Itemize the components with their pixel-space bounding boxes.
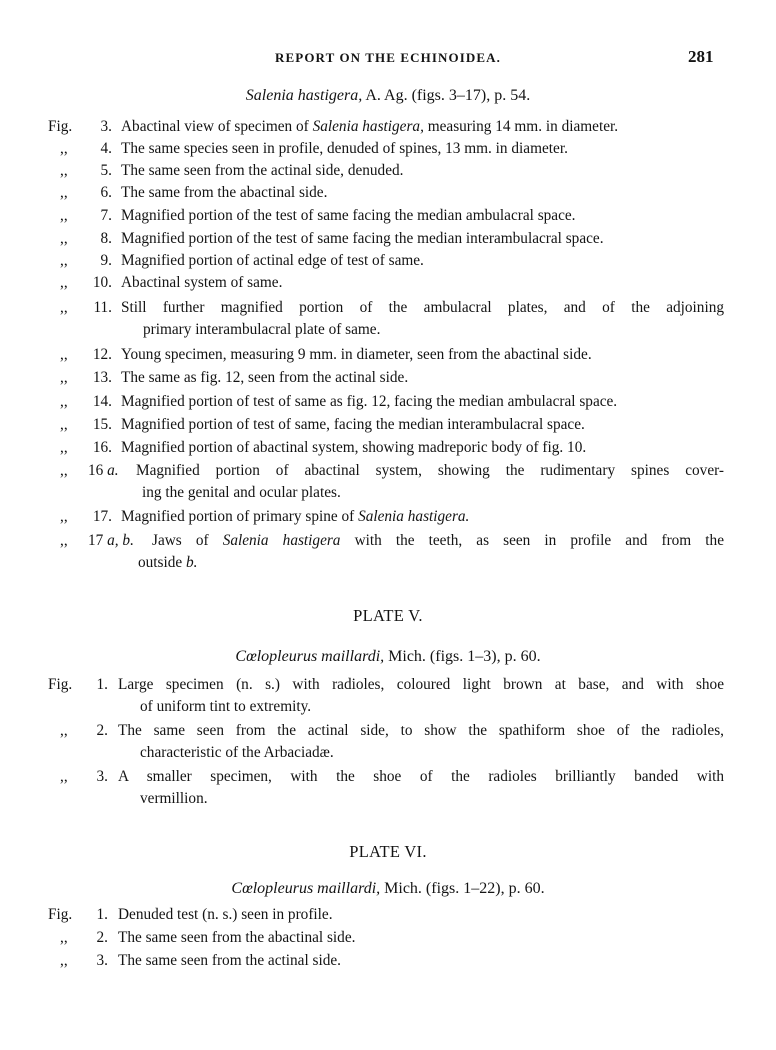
entry-text: Magnified portion of test of same, facing the median interambulacral space. [121, 416, 585, 433]
ditto-mark: ,, [60, 252, 68, 269]
figure-entry-5 [0, 160, 776, 182]
ditto-mark: ,, [60, 346, 68, 363]
plate-v-entry-2 [0, 720, 776, 764]
ditto-mark: ,, [60, 929, 68, 946]
ditto-mark: ,, [60, 952, 68, 969]
entry-text: Young specimen, measuring 9 mm. in diameter, seen from the abactinal side. [121, 346, 592, 363]
ditto-mark: ,, [60, 462, 68, 479]
entry-line-2: of uniform tint to extremity. [140, 698, 312, 715]
entry-text [118, 674, 724, 718]
text-part: Jaws of [152, 532, 223, 549]
plate-vi-entry-1 [0, 904, 776, 926]
ditto-mark: ,, [60, 532, 68, 549]
species-name: Salenia hastigera [222, 532, 341, 549]
entry-number: 1. [96, 906, 108, 923]
text-part: outside [138, 554, 187, 571]
entry-text: Magnified portion of the test of same facing the median interambulacral space. [121, 230, 604, 247]
entry-number [88, 460, 119, 482]
entry-line-1: The same seen from the actinal side, to show the spathiform shoe of the radioles, [118, 722, 724, 739]
entry-number [88, 530, 134, 552]
ditto-mark: ,, [60, 416, 68, 433]
entry-number: 3. [96, 952, 108, 969]
entry-number-suffix: a. [107, 462, 119, 479]
entry-text [136, 460, 724, 504]
entry-line-2 [138, 552, 724, 574]
entry-number: 10. [92, 274, 112, 291]
caption-rest: A. Ag. (figs. 3–17), p. 54. [362, 87, 531, 104]
entry-prefix: Fig. [48, 118, 73, 135]
ditto-mark: ,, [60, 768, 68, 785]
entry-prefix: Fig. [48, 906, 73, 923]
figure-entry-17ab [0, 530, 776, 574]
figure-entry-16 [0, 437, 776, 459]
entry-line-2: ing the genital and ocular plates. [142, 484, 341, 501]
figure-entry-7 [0, 205, 776, 227]
figure-entry-17 [0, 506, 776, 528]
page-number: 281 [688, 47, 714, 66]
species-name: Cœlopleurus maillardi, [235, 648, 385, 665]
species-name: Cœlopleurus maillardi, [231, 880, 381, 897]
caption-rest: Mich. (figs. 1–3), p. 60. [384, 648, 541, 665]
entry-text [121, 116, 721, 138]
running-title: REPORT ON THE ECHINOIDEA. [275, 50, 501, 65]
entry-text: Magnified portion of the test of same facing the median ambulacral space. [121, 207, 576, 224]
entry-number: 15. [92, 416, 112, 433]
entry-number: 2. [96, 929, 108, 946]
section-caption-salenia [0, 87, 776, 105]
entry-number: 3. [96, 768, 108, 785]
entry-text [121, 297, 724, 341]
entry-text: The same seen from the abactinal side. [118, 929, 356, 946]
entry-prefix: Fig. [48, 676, 73, 693]
figure-entry-13 [0, 367, 776, 389]
entry-text: The same from the abactinal side. [121, 184, 328, 201]
plate-vi-entry-2 [0, 927, 776, 949]
ditto-mark: ,, [60, 299, 68, 316]
entry-line-2: characteristic of the Arbaciadæ. [140, 744, 334, 761]
text-part: Abactinal view of specimen of [121, 118, 313, 135]
entry-number-suffix: a, b. [107, 532, 134, 549]
entry-text: The same seen from the actinal side, denuded. [121, 162, 404, 179]
ditto-mark: ,, [60, 722, 68, 739]
figure-entry-4 [0, 138, 776, 160]
entry-number: 1. [96, 676, 108, 693]
ditto-mark: ,, [60, 393, 68, 410]
figure-entry-15 [0, 414, 776, 436]
entry-number: 7. [100, 207, 112, 224]
ditto-mark: ,, [60, 230, 68, 247]
entry-number: 2. [96, 722, 108, 739]
figure-entry-16a [0, 460, 776, 504]
entry-number: 16. [92, 439, 112, 456]
entry-text: Magnified portion of actinal edge of test of same. [121, 252, 424, 269]
entry-number: 17. [92, 508, 112, 525]
entry-line-2: primary interambulacral plate of same. [143, 321, 381, 338]
ditto-mark: ,, [60, 369, 68, 386]
entry-line-2: vermillion. [140, 790, 208, 807]
caption-rest: Mich. (figs. 1–22), p. 60. [380, 880, 545, 897]
entry-line-1: Large specimen (n. s.) with radioles, coloured light brown at base, and with shoe [118, 676, 724, 693]
figure-entry-8 [0, 228, 776, 250]
text-part: with the teeth, as seen in profile and from the [340, 532, 724, 549]
entry-text: The same seen from the actinal side. [118, 952, 341, 969]
species-name: Salenia hastigera, [245, 87, 363, 104]
entry-number: 9. [100, 252, 112, 269]
species-name: Salenia hastigera. [358, 508, 470, 525]
entry-text [118, 720, 724, 764]
ditto-mark: ,, [60, 439, 68, 456]
entry-text: Magnified portion of test of same as fig. 12, facing the median ambulacral space. [121, 393, 618, 410]
entry-text [118, 766, 724, 810]
figure-entry-6 [0, 182, 776, 204]
entry-line-1 [152, 530, 724, 552]
ditto-mark: ,, [60, 162, 68, 179]
entry-number: 11. [93, 299, 112, 316]
entry-number: 4. [100, 140, 112, 157]
entry-text: The same species seen in profile, denuded of spines, 13 mm. in diameter. [121, 140, 568, 157]
entry-text: The same as fig. 12, seen from the actinal side. [121, 369, 409, 386]
plate-v-entry-3 [0, 766, 776, 810]
plate-heading-vi: PLATE VI. [349, 842, 427, 861]
entry-text: Abactinal system of same. [121, 274, 283, 291]
plate-v-entry-1 [0, 674, 776, 718]
entry-number: 13. [92, 369, 112, 386]
entry-number: 12. [92, 346, 112, 363]
ditto-mark: ,, [60, 207, 68, 224]
figure-entry-9 [0, 250, 776, 272]
figure-entry-14 [0, 391, 776, 413]
ditto-mark: ,, [60, 140, 68, 157]
ditto-mark: ,, [60, 184, 68, 201]
ditto-mark: ,, [60, 508, 68, 525]
entry-number: 3. [100, 118, 112, 135]
entry-number-main: 17 [88, 532, 104, 549]
plate-heading-v: PLATE V. [353, 606, 423, 625]
entry-number: 8. [100, 230, 112, 247]
figure-entry-10 [0, 272, 776, 294]
entry-line-1: Still further magnified portion of the ambulacral plates, and of the adjoining [121, 299, 724, 316]
figure-entry-12 [0, 344, 776, 366]
species-name: Salenia hastigera, [312, 118, 424, 135]
entry-number: 5. [100, 162, 112, 179]
section-caption-plate-vi [0, 880, 776, 898]
text-part-italic: b. [186, 554, 198, 571]
entry-text: Magnified portion of abactinal system, showing madreporic body of fig. 10. [121, 439, 587, 456]
entry-number: 6. [100, 184, 112, 201]
entry-text [121, 506, 721, 528]
figure-entry-11 [0, 297, 776, 341]
ditto-mark: ,, [60, 274, 68, 291]
section-caption-plate-v [0, 648, 776, 666]
entry-number: 14. [92, 393, 112, 410]
text-part: Magnified portion of primary spine of [121, 508, 359, 525]
entry-number-main: 16 [88, 462, 104, 479]
plate-vi-entry-3 [0, 950, 776, 972]
entry-line-1: Magnified portion of abactinal system, showing the rudimentary spines cover- [136, 462, 724, 479]
entry-text [138, 530, 724, 574]
entry-text: Denuded test (n. s.) seen in profile. [118, 906, 333, 923]
text-part: measuring 14 mm. in diameter. [423, 118, 619, 135]
figure-entry-3 [0, 116, 776, 138]
entry-line-1: A smaller specimen, with the shoe of the radioles brilliantly banded with [118, 768, 724, 785]
